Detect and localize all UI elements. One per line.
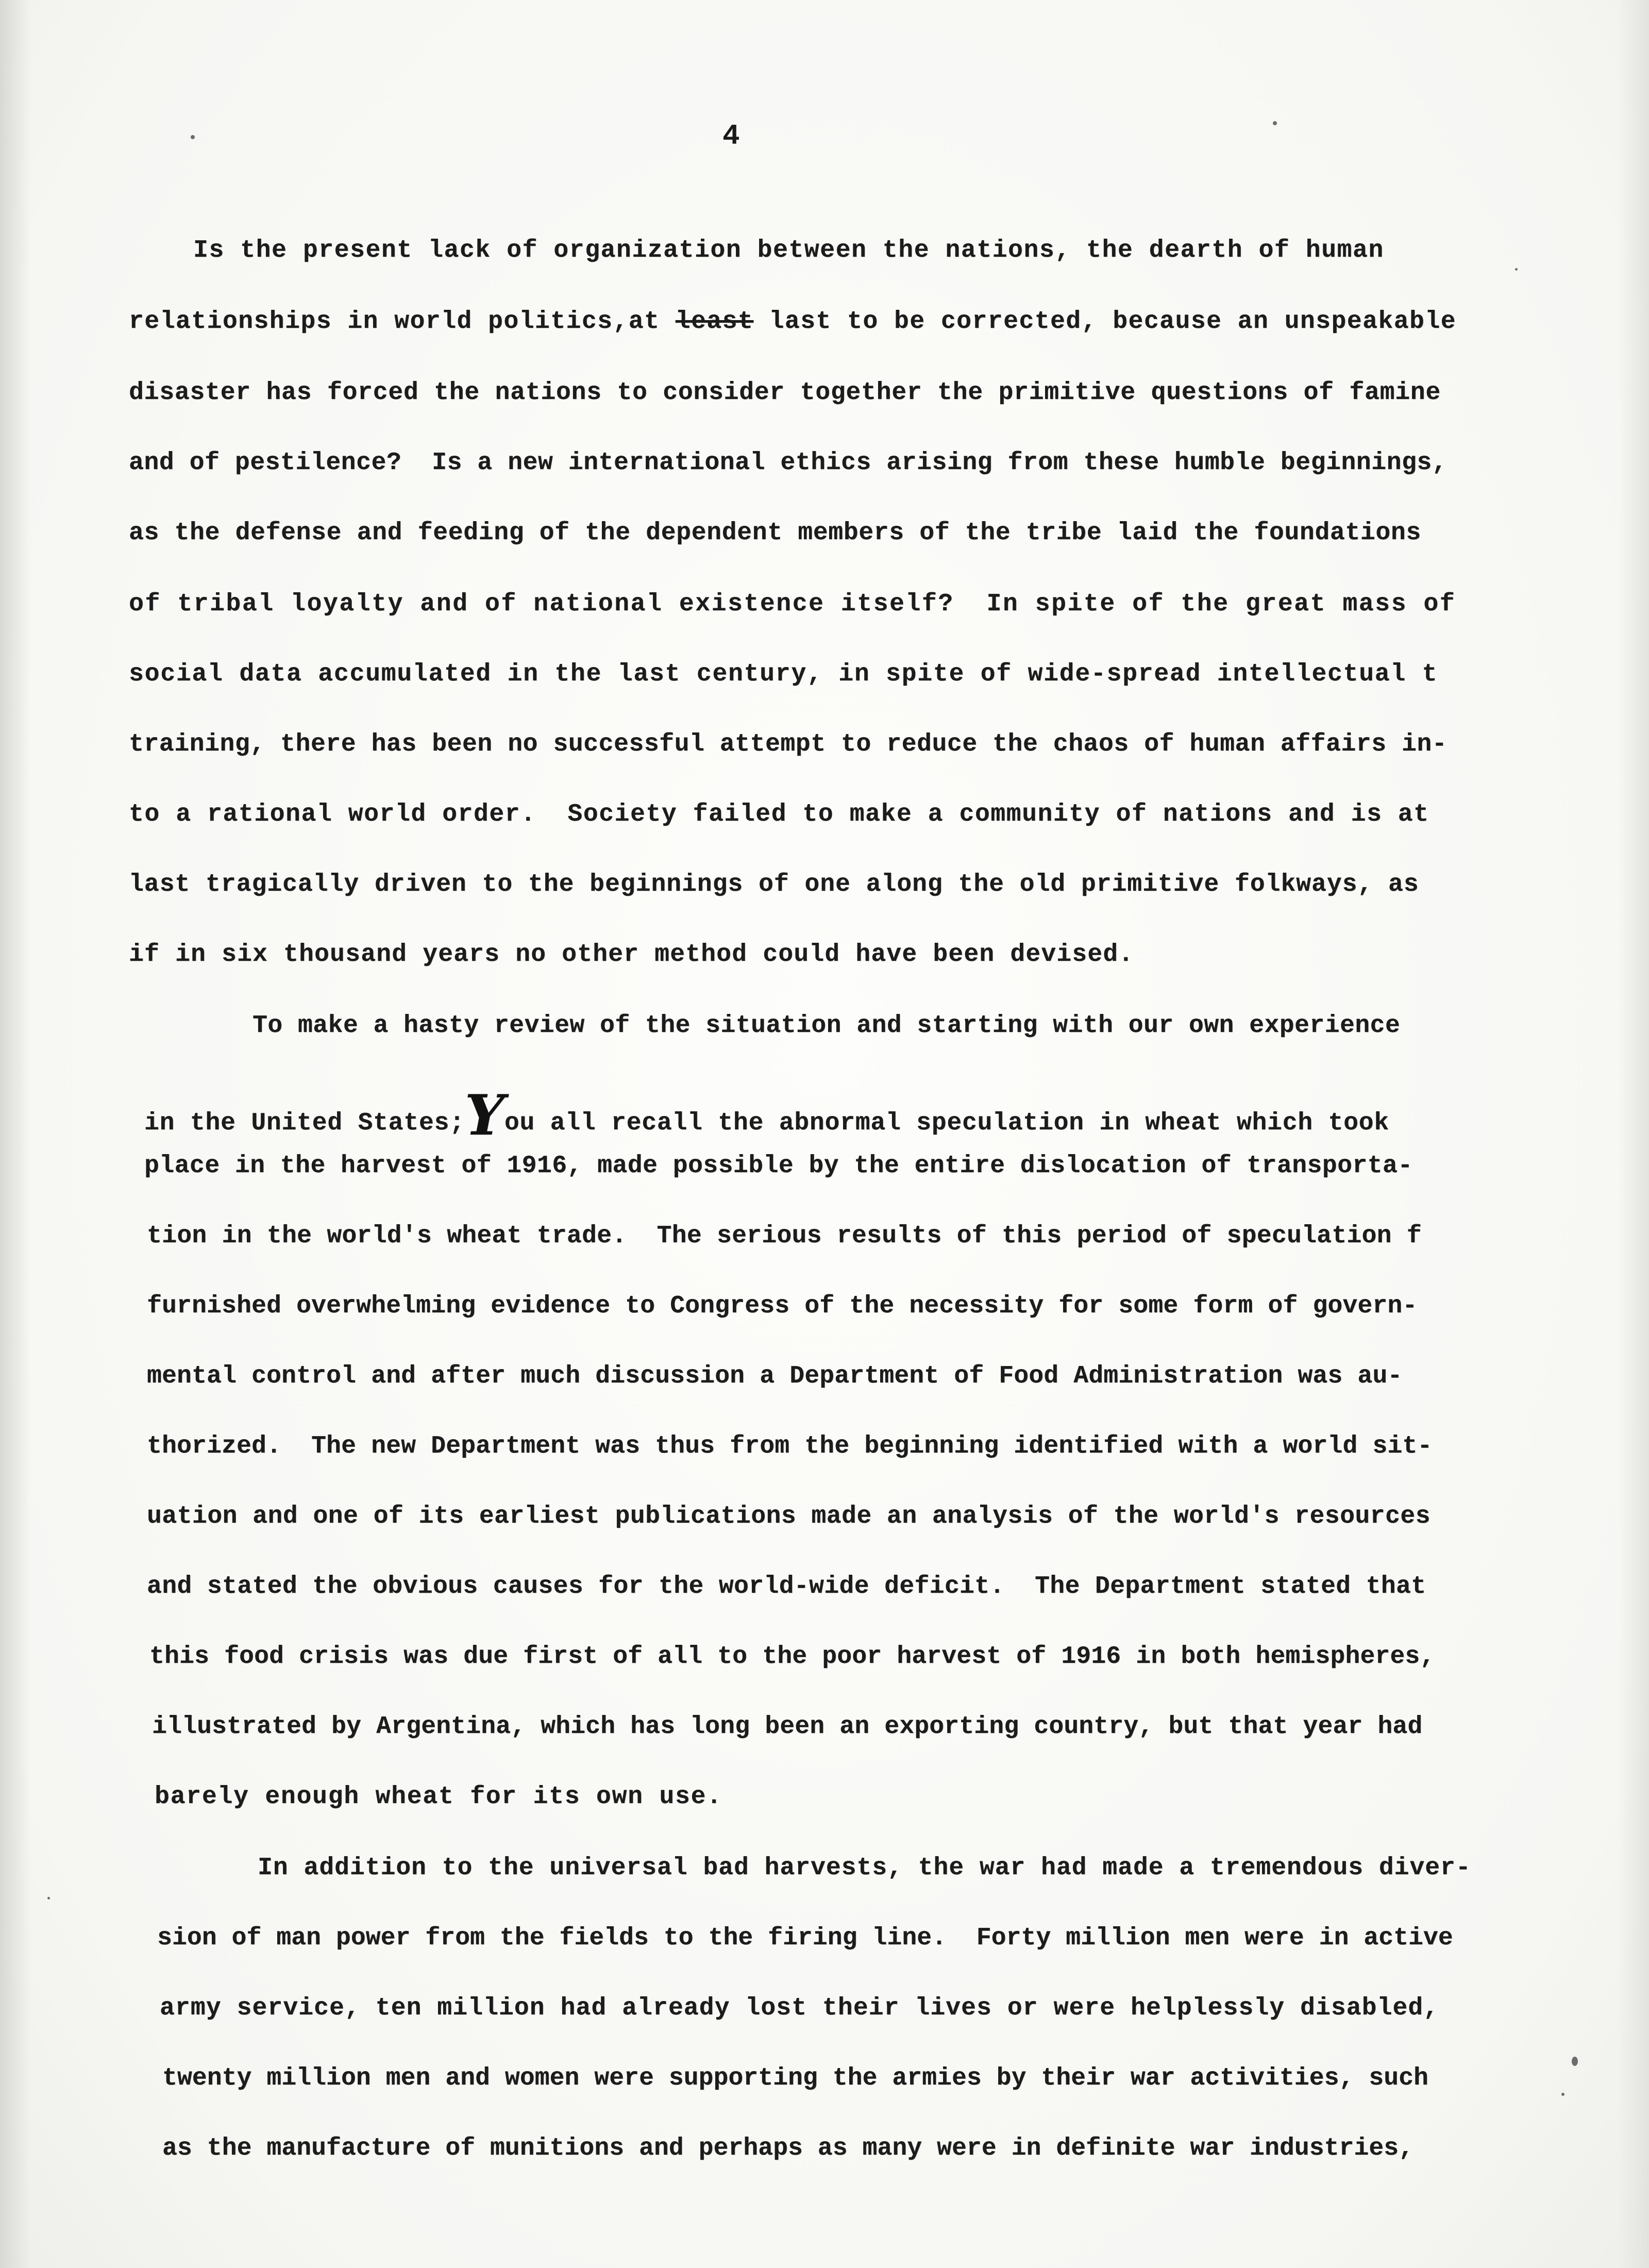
inserted-word: at: [628, 308, 660, 336]
paragraph-2-line-4: tion in the world's wheat trade. The serious results of this period of speculation f: [147, 1222, 1422, 1250]
paragraph-2-line-9: and stated the obvious causes for the world-wide deficit. The Department stated that: [147, 1573, 1426, 1600]
paragraph-2-line-1: To make a hasty review of the situation and starting with our own experience: [253, 1012, 1401, 1040]
paragraph-1-line-8: training, there has been no successful attempt to reduce the chaos of human affairs in-: [129, 730, 1448, 758]
paragraph-1-line-9: to a rational world order. Society failed to make a community of nations and is at: [129, 801, 1429, 828]
scan-speck: [1561, 2093, 1564, 2096]
paragraph-1-line-1: Is the present lack of organization between the nations, the dearth of human: [193, 237, 1384, 264]
handwritten-correction: Y: [464, 1083, 504, 1148]
paragraph-2-line-3: place in the harvest of 1916, made possible by the entire dislocation of transporta-: [144, 1152, 1413, 1180]
line-2-lead: in the United States;: [144, 1109, 465, 1137]
scan-speck: [191, 135, 195, 139]
paragraph-1-line-3: disaster has forced the nations to consider together the primitive questions of famine: [129, 379, 1441, 407]
page-right-edge-shadow: [1618, 0, 1649, 2268]
paragraph-1-line-11: if in six thousand years no other method could have been devised.: [129, 941, 1134, 969]
paragraph-1-line-10: last tragically driven to the beginnings of one along the old primitive folkways, as: [129, 871, 1419, 898]
paragraph-1-line-6: of tribal loyalty and of national existence itself? In spite of the great mass of: [129, 590, 1456, 618]
page-left-edge-shadow: [0, 0, 31, 2268]
scan-speck: [1572, 2057, 1578, 2066]
paragraph-3-line-2: sion of man power from the fields to the firing line. Forty million men were in active: [157, 1924, 1453, 1952]
paragraph-2-line-7: thorized. The new Department was thus from the beginning identified with a world sit-: [147, 1432, 1433, 1460]
scan-speck: [1273, 121, 1277, 125]
line-2-lead: relationships in world politics,: [129, 308, 629, 336]
paragraph-2-line-11: illustrated by Argentina, which has long been an exporting country, but that year had: [152, 1713, 1423, 1741]
page-number: 4: [722, 120, 740, 153]
scan-speck: [1515, 268, 1518, 271]
paragraph-2-line-5: furnished overwhelming evidence to Congress of the necessity for some form of govern-: [147, 1292, 1418, 1320]
paragraph-3-line-5: as the manufacture of munitions and perhaps as many were in definite war industries,: [162, 2134, 1414, 2162]
paragraph-2-line-6: mental control and after much discussion a Department of Food Administration was au-: [147, 1362, 1403, 1390]
paragraph-1-line-7: social data accumulated in the last century, in spite of wide-spread intellectual t: [129, 660, 1438, 688]
paragraph-1-line-4: and of pestilence? Is a new international ethics arising from these humble beginnings,: [129, 449, 1448, 477]
scan-speck: [47, 1897, 50, 1899]
paragraph-3-line-3: army service, ten million had already lost their lives or were helplessly disabled,: [160, 1994, 1439, 2022]
paragraph-2-line-2: [144, 1082, 1389, 1148]
paragraph-3-line-1: In addition to the universal bad harvests, the war had made a tremendous diver-: [258, 1854, 1471, 1882]
paragraph-2-line-8: uation and one of its earliest publications made an analysis of the world's resources: [147, 1503, 1431, 1530]
paragraph-2-line-10: this food crisis was due first of all to the poor harvest of 1916 in both hemispheres,: [149, 1643, 1435, 1671]
paragraph-1-line-2: [129, 309, 1456, 334]
line-2-rest: last to be corrected, because an unspeakable: [769, 308, 1456, 336]
paragraph-3-line-4: twenty million men and women were supporting the armies by their war activities, such: [162, 2064, 1428, 2092]
line-2-rest: ou all recall the abnormal speculation in wheat which took: [504, 1109, 1389, 1137]
paragraph-2-line-12: barely enough wheat for its own use.: [155, 1783, 722, 1811]
paragraph-1-line-5: as the defense and feeding of the dependent members of the tribe laid the foundations: [129, 519, 1421, 547]
struck-out-word: least: [675, 308, 754, 336]
